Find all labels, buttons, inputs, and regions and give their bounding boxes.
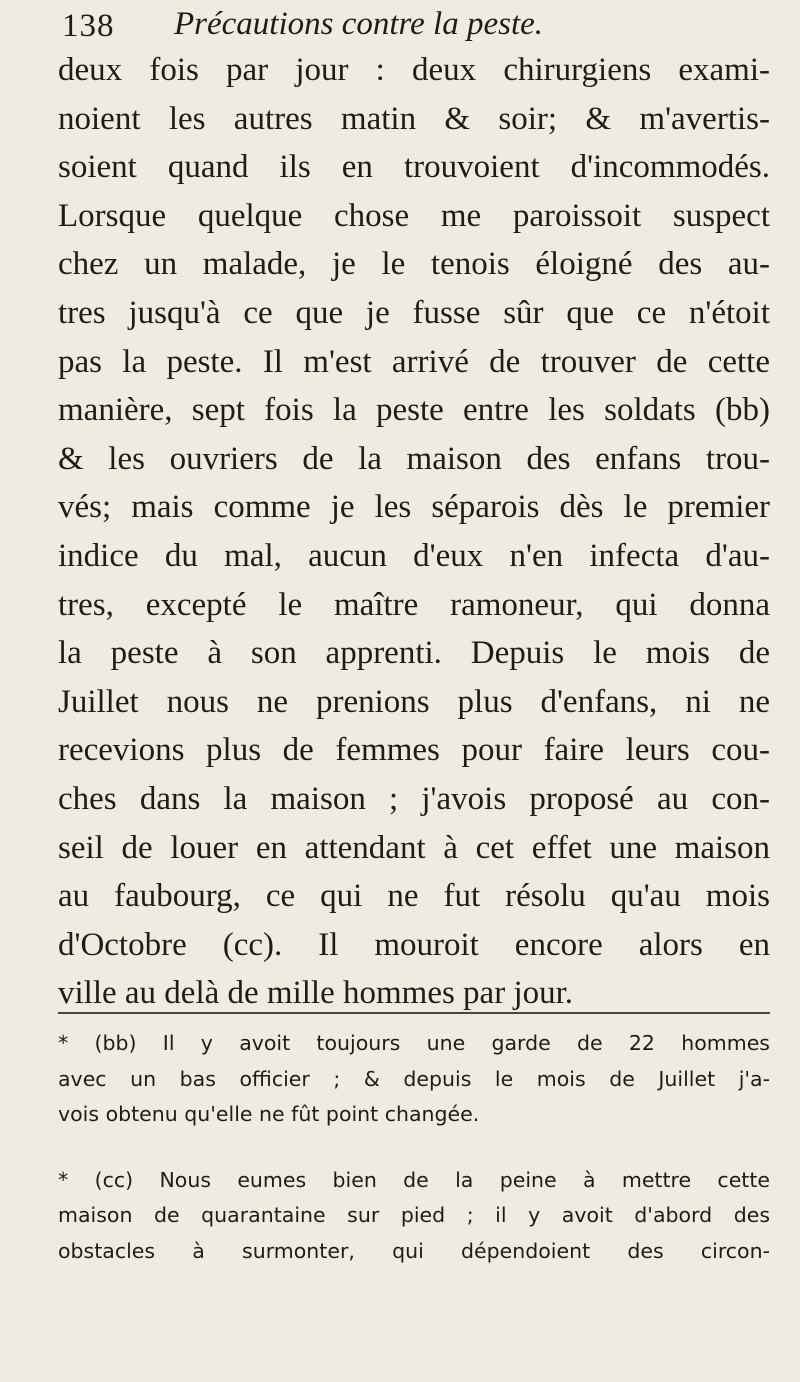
body-line: & les ouvriers de la maison des enfans trou- [58,440,770,477]
body-line: indice du mal, aucun d'eux n'en infecta d'au- [58,537,770,574]
page-number: 138 [62,8,115,44]
footnote-bb [58,1026,770,1133]
body-line: Juillet nous ne prenions plus d'enfans, ni ne [58,683,770,720]
body-text [58,46,770,1018]
body-line: deux fois par jour : deux chirurgiens exami- [58,52,770,88]
body-line: tres jusqu'à ce que je fusse sûr que ce n'étoit [58,294,770,331]
footnote-line: obstacles à surmonter, qui dépendoient des circon- [58,1238,770,1263]
body-line: noient les autres matin & soir; & m'avertis- [58,100,770,137]
footnote-line: * (cc) Nous eumes bien de la peine à mettre cette [58,1167,770,1192]
running-title: Précautions contre la peste. [174,6,544,42]
body-line: ches dans la maison ; j'avois proposé au con- [58,780,770,817]
footnote-line: vois obtenu qu'elle ne fût point changée. [58,1102,480,1126]
body-line: ville au delà de mille hommes par jour. [58,975,574,1012]
footnote-line: * (bb) Il y avoit toujours une garde de 22 hommes [58,1031,770,1055]
body-line: soient quand ils en trouvoient d'incommodés. [58,149,770,186]
body-line: la peste à son apprenti. Depuis le mois de [58,635,770,672]
body-line: pas la peste. Il m'est arrivé de trouver de cette [58,343,770,380]
body-line: seil de louer en attendant à cet effet une maison [58,829,770,866]
footnote-cc [58,1163,770,1270]
running-head [62,6,762,50]
body-line: manière, sept fois la peste entre les soldats (bb) [58,392,770,429]
footnote-separator [58,1012,770,1014]
body-line: au faubourg, ce qui ne fut résolu qu'au mois [58,878,770,915]
body-line: chez un malade, je le tenois éloigné des au- [58,246,770,283]
footnote-line: avec un bas officier ; & depuis le mois de Juillet j'a- [58,1066,770,1091]
body-line: Lorsque quelque chose me paroissoit suspect [58,197,770,234]
body-line: tres, excepté le maître ramoneur, qui donna [58,586,770,623]
body-line: vés; mais comme je les séparois dès le premier [58,489,770,526]
footnote-line: maison de quarantaine sur pied ; il y avoit d'abord des [58,1203,770,1227]
footnotes [58,1026,770,1269]
body-line: recevions plus de femmes pour faire leurs cou- [58,732,770,769]
body-line: d'Octobre (cc). Il mouroit encore alors en [58,926,770,963]
